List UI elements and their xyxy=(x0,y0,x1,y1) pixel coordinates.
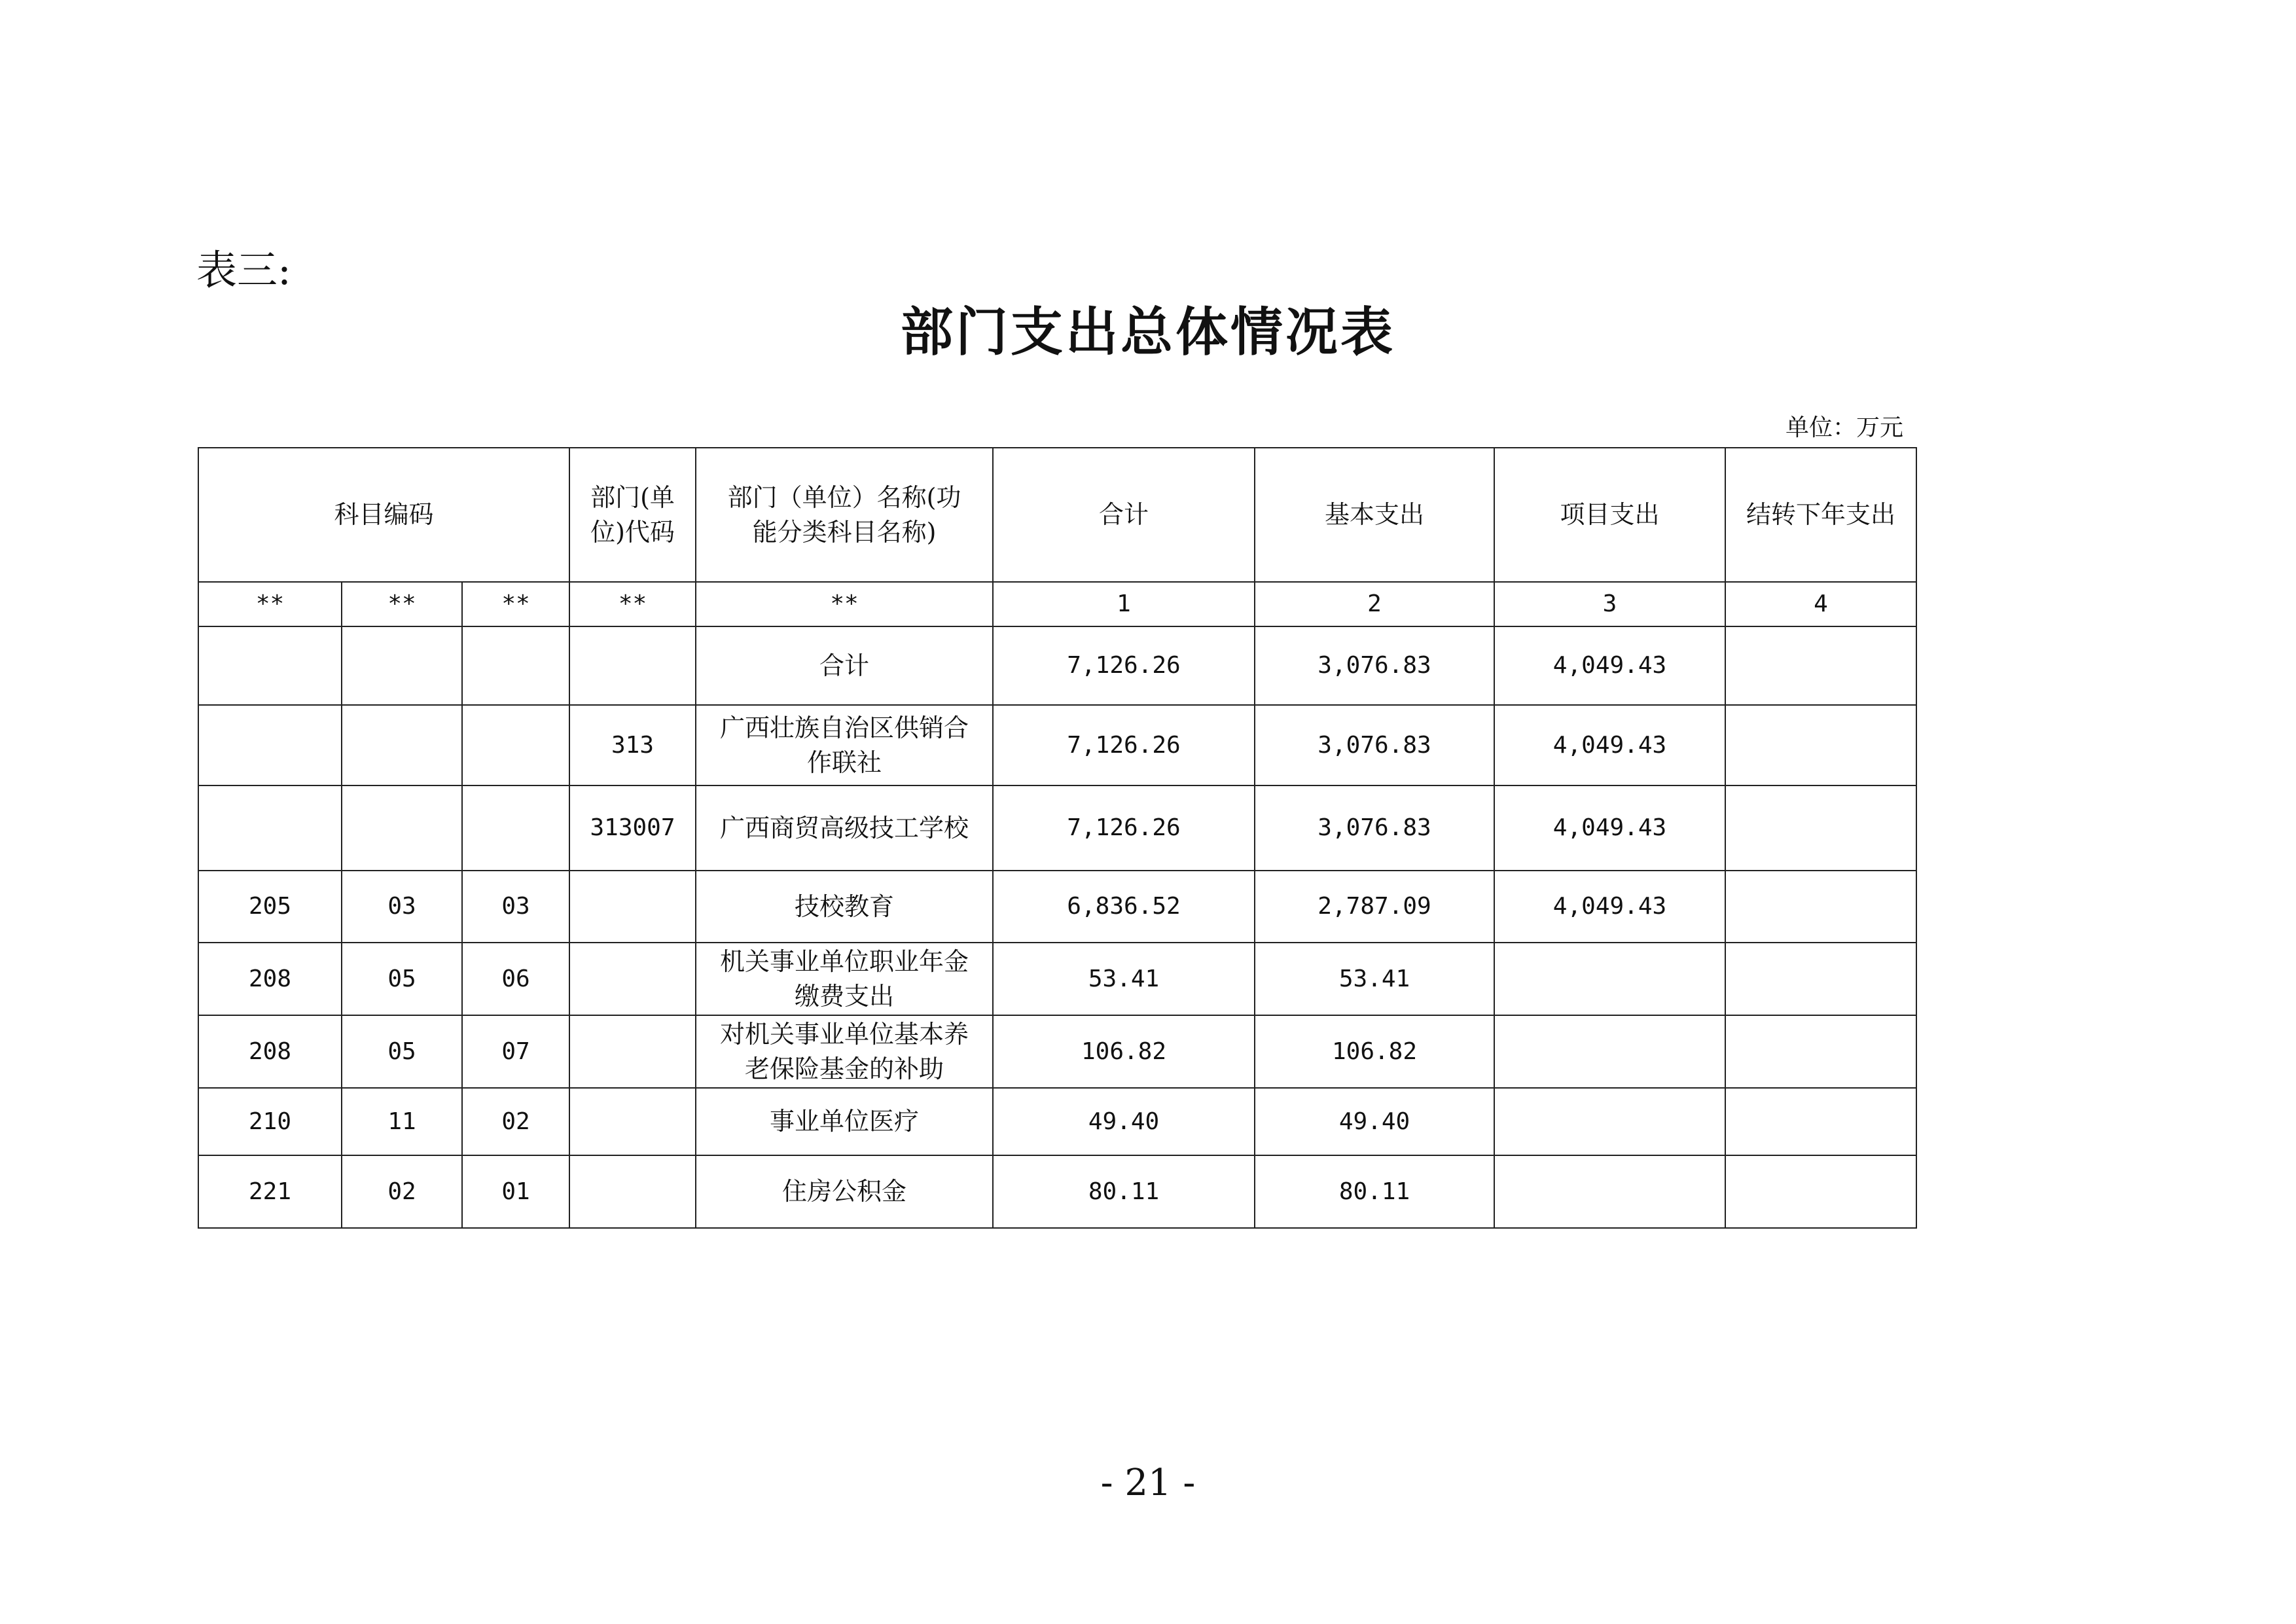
subject-class-cell xyxy=(198,785,342,871)
table-row xyxy=(198,626,1916,705)
header-row xyxy=(198,448,1916,582)
subject-class-cell: 208 xyxy=(198,1015,342,1088)
subject-item-cell: 11 xyxy=(342,1088,462,1155)
carryover-cell xyxy=(1725,871,1916,943)
expenditure-table xyxy=(198,447,1917,1229)
basic-cell: 80.11 xyxy=(1255,1155,1494,1228)
basic-cell: 3,076.83 xyxy=(1255,705,1494,785)
dept-code-cell xyxy=(569,1088,696,1155)
carryover-cell xyxy=(1725,1155,1916,1228)
basic-cell: 49.40 xyxy=(1255,1088,1494,1155)
subject-subitem-cell: 06 xyxy=(462,943,569,1015)
index-cell: ** xyxy=(569,582,696,626)
dept-code-cell xyxy=(569,943,696,1015)
index-cell: ** xyxy=(342,582,462,626)
dept-name-cell: 对机关事业单位基本养老保险基金的补助 xyxy=(696,1015,993,1088)
dept-code-cell xyxy=(569,1155,696,1228)
dept-name-cell: 广西壮族自治区供销合作联社 xyxy=(696,705,993,785)
basic-cell: 3,076.83 xyxy=(1255,785,1494,871)
index-cell: 3 xyxy=(1494,582,1725,626)
page-title: 部门支出总体情况表 xyxy=(901,302,1395,363)
project-cell: 4,049.43 xyxy=(1494,871,1725,943)
header-total: 合计 xyxy=(993,448,1255,582)
basic-cell: 3,076.83 xyxy=(1255,626,1494,705)
header-dept-name: 部门（单位）名称(功能分类科目名称) xyxy=(696,448,993,582)
dept-name-cell: 事业单位医疗 xyxy=(696,1088,993,1155)
table-row xyxy=(198,943,1916,1015)
total-cell: 53.41 xyxy=(993,943,1255,1015)
subject-subitem-cell: 07 xyxy=(462,1015,569,1088)
table-row xyxy=(198,785,1916,871)
project-cell: 4,049.43 xyxy=(1494,785,1725,871)
page-number: - 21 - xyxy=(1100,1462,1196,1504)
total-cell: 7,126.26 xyxy=(993,785,1255,871)
unit-label: 单位：万元 xyxy=(1785,414,1903,441)
table-row xyxy=(198,1088,1916,1155)
dept-code-cell xyxy=(569,626,696,705)
subject-subitem-cell xyxy=(462,785,569,871)
subject-item-cell: 02 xyxy=(342,1155,462,1228)
dept-code-cell: 313007 xyxy=(569,785,696,871)
subject-subitem-cell: 03 xyxy=(462,871,569,943)
index-cell: 1 xyxy=(993,582,1255,626)
index-cell: ** xyxy=(462,582,569,626)
header-carryover: 结转下年支出 xyxy=(1725,448,1916,582)
dept-name-cell: 住房公积金 xyxy=(696,1155,993,1228)
project-cell: 4,049.43 xyxy=(1494,705,1725,785)
dept-name-cell: 机关事业单位职业年金缴费支出 xyxy=(696,943,993,1015)
dept-code-cell: 313 xyxy=(569,705,696,785)
project-cell xyxy=(1494,1088,1725,1155)
subject-subitem-cell xyxy=(462,705,569,785)
carryover-cell xyxy=(1725,1015,1916,1088)
subject-subitem-cell xyxy=(462,626,569,705)
index-row xyxy=(198,582,1916,626)
table-row xyxy=(198,705,1916,785)
project-cell xyxy=(1494,1155,1725,1228)
header-project: 项目支出 xyxy=(1494,448,1725,582)
total-cell: 106.82 xyxy=(993,1015,1255,1088)
index-cell: ** xyxy=(198,582,342,626)
subject-class-cell xyxy=(198,626,342,705)
project-cell xyxy=(1494,1015,1725,1088)
subject-subitem-cell: 02 xyxy=(462,1088,569,1155)
index-cell: ** xyxy=(696,582,993,626)
subject-item-cell: 03 xyxy=(342,871,462,943)
table-row xyxy=(198,1155,1916,1228)
basic-cell: 106.82 xyxy=(1255,1015,1494,1088)
header-dept-code: 部门(单位)代码 xyxy=(569,448,696,582)
subject-item-cell: 05 xyxy=(342,943,462,1015)
carryover-cell xyxy=(1725,705,1916,785)
header-basic: 基本支出 xyxy=(1255,448,1494,582)
header-subject-code: 科目编码 xyxy=(198,448,569,582)
dept-code-cell xyxy=(569,871,696,943)
dept-name-cell: 广西商贸高级技工学校 xyxy=(696,785,993,871)
table-row xyxy=(198,871,1916,943)
table-row xyxy=(198,1015,1916,1088)
index-cell: 4 xyxy=(1725,582,1916,626)
total-cell: 49.40 xyxy=(993,1088,1255,1155)
dept-code-cell xyxy=(569,1015,696,1088)
total-cell: 80.11 xyxy=(993,1155,1255,1228)
carryover-cell xyxy=(1725,943,1916,1015)
project-cell: 4,049.43 xyxy=(1494,626,1725,705)
carryover-cell xyxy=(1725,626,1916,705)
carryover-cell xyxy=(1725,785,1916,871)
table-label: 表三: xyxy=(196,246,291,294)
total-cell: 6,836.52 xyxy=(993,871,1255,943)
subject-class-cell: 221 xyxy=(198,1155,342,1228)
subject-class-cell: 208 xyxy=(198,943,342,1015)
carryover-cell xyxy=(1725,1088,1916,1155)
subject-item-cell xyxy=(342,785,462,871)
subject-class-cell: 210 xyxy=(198,1088,342,1155)
basic-cell: 53.41 xyxy=(1255,943,1494,1015)
total-cell: 7,126.26 xyxy=(993,705,1255,785)
total-cell: 7,126.26 xyxy=(993,626,1255,705)
subject-subitem-cell: 01 xyxy=(462,1155,569,1228)
index-cell: 2 xyxy=(1255,582,1494,626)
subject-item-cell: 05 xyxy=(342,1015,462,1088)
dept-name-cell: 技校教育 xyxy=(696,871,993,943)
subject-class-cell xyxy=(198,705,342,785)
subject-class-cell: 205 xyxy=(198,871,342,943)
dept-name-cell: 合计 xyxy=(696,626,993,705)
basic-cell: 2,787.09 xyxy=(1255,871,1494,943)
subject-item-cell xyxy=(342,626,462,705)
project-cell xyxy=(1494,943,1725,1015)
subject-item-cell xyxy=(342,705,462,785)
